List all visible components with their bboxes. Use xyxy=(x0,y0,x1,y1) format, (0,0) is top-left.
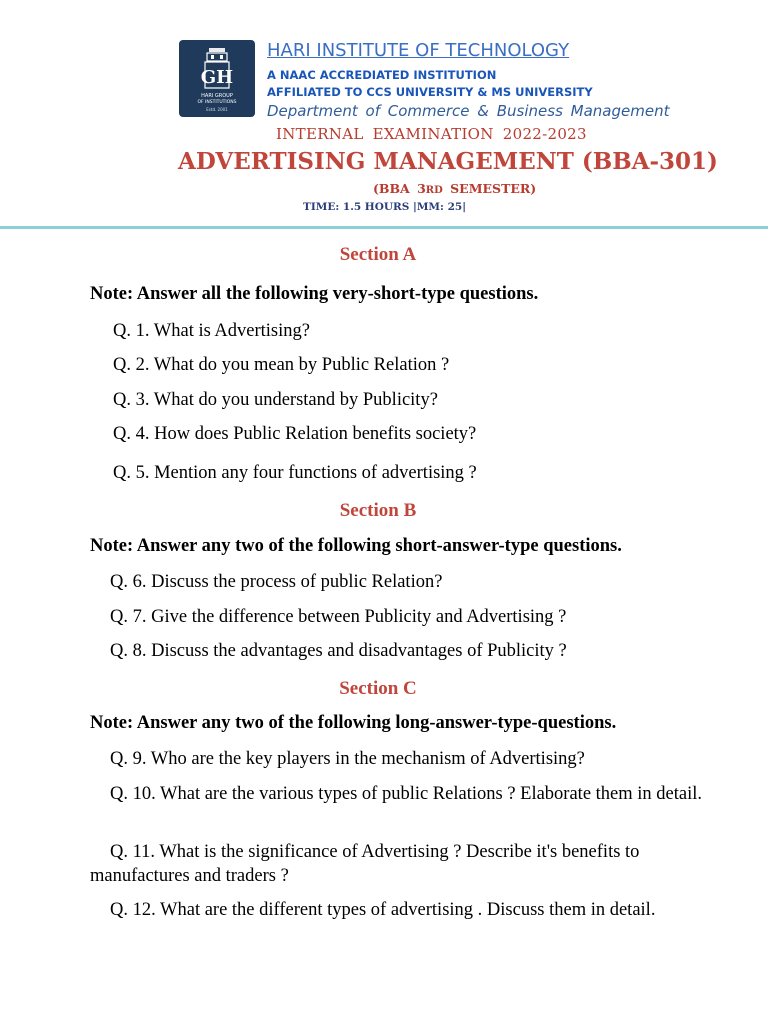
exam-title: INTERNAL EXAMINATION 2022-2023 xyxy=(276,125,587,143)
header-divider xyxy=(0,226,768,229)
question-item: Q. 2. What do you mean by Public Relation ? xyxy=(113,355,450,375)
svg-text:Estd. 2001: Estd. 2001 xyxy=(206,107,228,112)
question-item: Q. 11. What is the significance of Advertising ? Describe it's benefits to manufactures and traders ? xyxy=(90,842,640,886)
section-b-note: Note: Answer any two of the following short-answer-type questions. xyxy=(90,536,622,556)
question-item: Q. 1. What is Advertising? xyxy=(113,321,310,341)
svg-text:GH: GH xyxy=(200,67,234,88)
institute-name: HARI INSTITUTE OF TECHNOLOGY xyxy=(267,40,570,61)
affiliation-line: AFFILIATED TO CCS UNIVERSITY & MS UNIVERSITY xyxy=(267,85,593,99)
question-item: Q. 6. Discuss the process of public Relation? xyxy=(110,572,443,592)
question-item: Q. 3. What do you understand by Publicity? xyxy=(113,390,438,410)
semester-ordinal-suffix: RD xyxy=(425,185,443,196)
section-c-title: Section C xyxy=(339,678,417,699)
tower-emblem-icon xyxy=(179,40,255,117)
question-item: Q. 8. Discuss the advantages and disadvantages of Publicity ? xyxy=(110,641,567,661)
time-marks-line: TIME: 1.5 HOURS |MM: 25| xyxy=(303,201,467,213)
question-item: Q. 10. What are the various types of public Relations ? Elaborate them in detail. xyxy=(110,784,702,804)
semester-line xyxy=(373,181,536,196)
question-item: Q. 7. Give the difference between Publicity and Advertising ? xyxy=(110,607,567,627)
course-title: ADVERTISING MANAGEMENT (BBA-301) xyxy=(178,148,718,175)
question-item: Q. 9. Who are the key players in the mechanism of Advertising? xyxy=(110,749,585,769)
question-item: Q. 5. Mention any four functions of advertising ? xyxy=(113,463,477,483)
semester-end: SEMESTER) xyxy=(442,181,537,196)
section-a-title: Section A xyxy=(339,244,417,265)
question-item: Q. 4. How does Public Relation benefits society? xyxy=(113,424,477,444)
question-item: Q. 12. What are the different types of advertising . Discuss them in detail. xyxy=(110,900,656,920)
svg-text:OF INSTITUTIONS: OF INSTITUTIONS xyxy=(197,100,237,105)
section-c-note: Note: Answer any two of the following long-answer-type-questions. xyxy=(90,713,617,733)
section-a-note: Note: Answer all the following very-short-type questions. xyxy=(90,284,539,304)
section-b-title: Section B xyxy=(339,500,417,521)
svg-text:HARI GROUP: HARI GROUP xyxy=(201,93,233,99)
accreditation-line: A NAAC ACCREDIATED INSTITUTION xyxy=(267,68,497,82)
semester-prefix: (BBA 3 xyxy=(373,181,426,196)
exam-header xyxy=(0,0,768,228)
department-line: Department of Commerce & Business Management xyxy=(267,102,670,120)
institute-logo xyxy=(179,40,255,117)
